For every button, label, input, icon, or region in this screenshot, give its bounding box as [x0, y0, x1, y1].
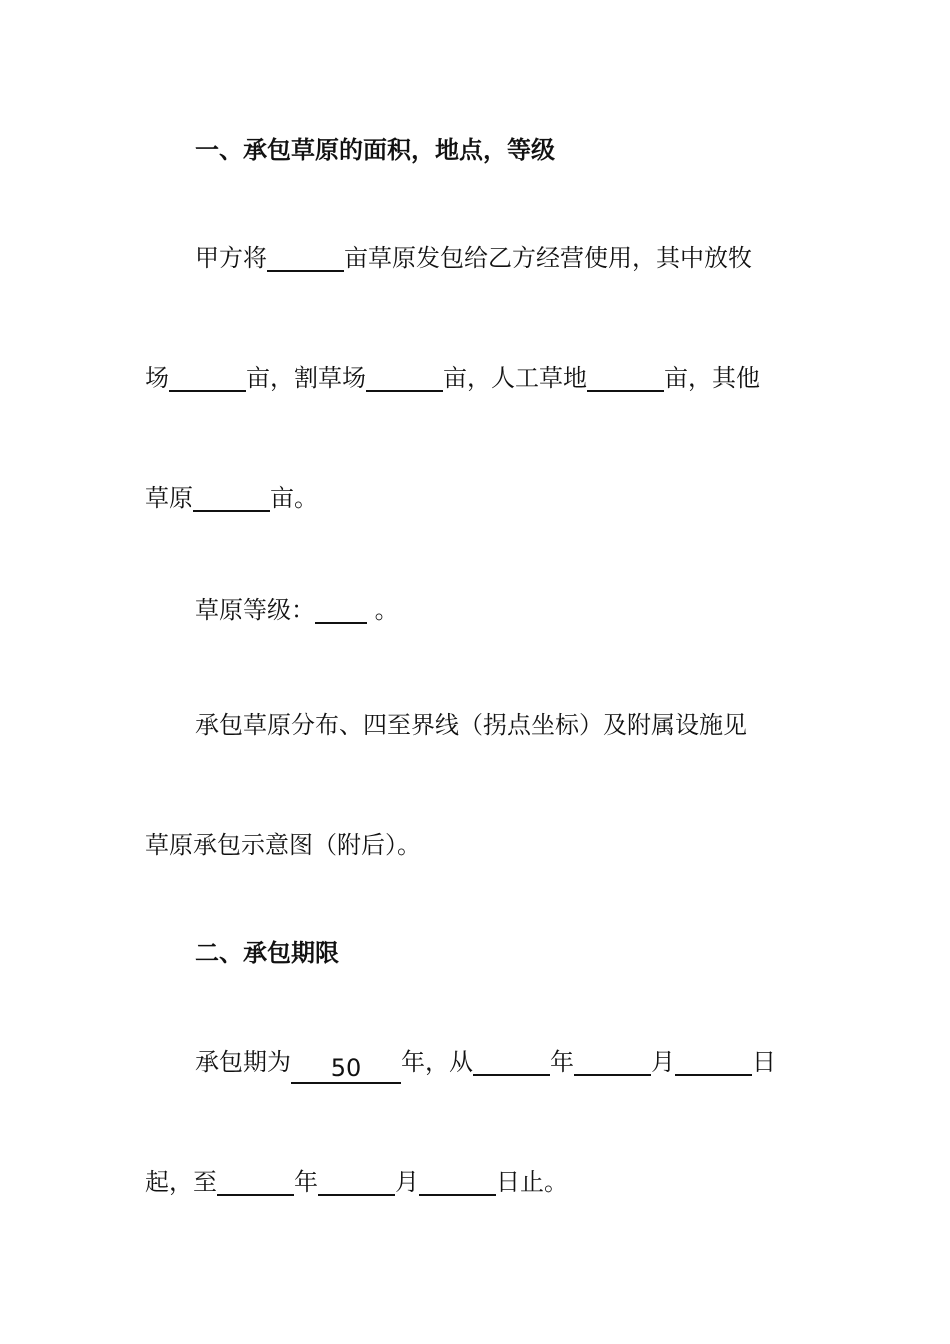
- text: 起，至: [145, 1168, 217, 1196]
- blank-end-month: [318, 1166, 395, 1196]
- blank-other-area: [193, 482, 270, 512]
- paragraph-other-area: [0, 478, 950, 518]
- section1-heading: 一、承包草原的面积，地点，等级: [195, 136, 555, 164]
- text: 亩草原发包给乙方经营使用，其中放牧: [344, 244, 752, 272]
- text: 亩，其他: [664, 364, 760, 392]
- text: 。: [367, 596, 399, 624]
- paragraph-term-end: [0, 1162, 950, 1202]
- section2-heading: 二、承包期限: [195, 939, 339, 967]
- text: 场: [145, 364, 169, 392]
- text: 年: [294, 1168, 318, 1196]
- text: 日止。: [496, 1168, 568, 1196]
- text: 日: [752, 1048, 776, 1076]
- blank-end-year: [217, 1166, 294, 1196]
- blank-hayfield-area: [366, 362, 443, 392]
- blank-artificial-grass-area: [587, 362, 664, 392]
- paragraph-grade: [0, 590, 950, 630]
- blank-pasture-area: [169, 362, 246, 392]
- blank-start-year: [473, 1046, 550, 1076]
- text: 月: [651, 1048, 675, 1076]
- text: 草原等级：: [195, 596, 315, 624]
- text: 月: [395, 1168, 419, 1196]
- text: 年，从: [401, 1048, 473, 1076]
- text: 甲方将: [195, 244, 267, 272]
- text: 亩，割草场: [246, 364, 366, 392]
- text: 亩。: [270, 484, 318, 512]
- paragraph-term: [0, 1042, 950, 1082]
- text: 亩，人工草地: [443, 364, 587, 392]
- blank-end-day: [419, 1166, 496, 1196]
- blank-start-day: [675, 1046, 752, 1076]
- text: 年: [550, 1048, 574, 1076]
- text: 承包期为: [195, 1048, 291, 1076]
- text: 草原: [145, 484, 193, 512]
- blank-start-month: [574, 1046, 651, 1076]
- paragraph-area: [0, 238, 950, 278]
- blank-grade: [315, 594, 367, 624]
- term-years-value: 50: [291, 1054, 401, 1084]
- paragraph-area-breakdown: [0, 358, 950, 398]
- paragraph-distribution: 承包草原分布、四至界线（拐点坐标）及附属设施见: [195, 711, 747, 739]
- blank-total-area: [267, 242, 344, 272]
- paragraph-distribution-cont: 草原承包示意图（附后）。: [145, 831, 421, 859]
